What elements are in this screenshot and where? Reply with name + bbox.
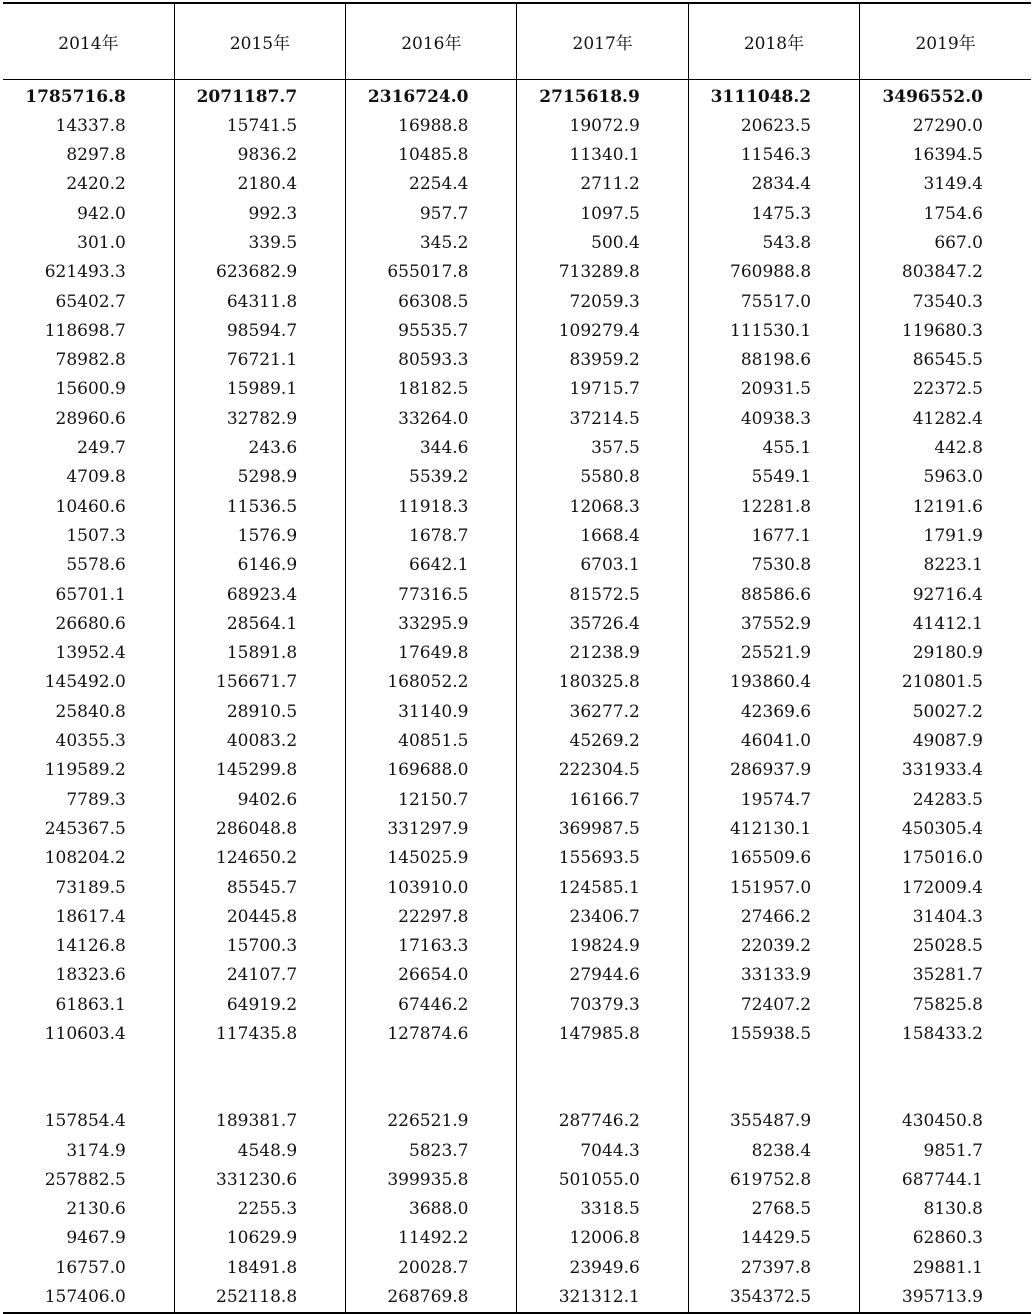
table-cell: 957.7 — [346, 200, 517, 229]
table-cell: 268769.8 — [346, 1283, 517, 1313]
table-cell: 2255.3 — [174, 1195, 345, 1224]
table-cell: 803847.2 — [860, 258, 1031, 287]
table-cell: 245367.5 — [44, 818, 126, 839]
table-cell: 2715618.9 — [517, 79, 688, 112]
table-cell: 345.2 — [346, 229, 517, 258]
table-row — [3, 786, 1031, 815]
table-row — [3, 1049, 1031, 1107]
table-cell: 7530.8 — [688, 551, 859, 580]
table-cell: 331297.9 — [346, 815, 517, 844]
table-cell: 72407.2 — [688, 991, 859, 1020]
table-cell: 3318.5 — [517, 1195, 688, 1224]
table-cell: 22039.2 — [688, 932, 859, 961]
table-cell: 73540.3 — [860, 288, 1031, 317]
table-cell: 18491.8 — [174, 1254, 345, 1283]
table-cell: 1754.6 — [860, 200, 1031, 229]
table-cell: 395713.9 — [860, 1283, 1031, 1313]
table-cell — [688, 1049, 859, 1107]
table-cell: 1475.3 — [688, 200, 859, 229]
table-cell: 40851.5 — [346, 727, 517, 756]
table-cell: 5539.2 — [346, 463, 517, 492]
table-cell: 119680.3 — [860, 317, 1031, 346]
statistics-page — [3, 2, 1031, 1308]
table-cell: 621493.3 — [44, 262, 126, 283]
table-cell: 9851.7 — [860, 1137, 1031, 1166]
table-cell: 11340.1 — [517, 141, 688, 170]
table-cell: 158433.2 — [860, 1020, 1031, 1049]
table-cell: 6642.1 — [346, 551, 517, 580]
table-row — [3, 405, 1031, 434]
table-cell: 16394.5 — [860, 141, 1031, 170]
table-cell: 28910.5 — [174, 698, 345, 727]
table-cell: 9836.2 — [174, 141, 345, 170]
table-row — [3, 288, 1031, 317]
table-cell: 1791.9 — [860, 522, 1031, 551]
table-cell: 455.1 — [688, 434, 859, 463]
table-cell: 103910.0 — [346, 874, 517, 903]
table-cell: 760988.8 — [688, 258, 859, 287]
table-row — [3, 639, 1031, 668]
table-cell: 321312.1 — [517, 1283, 688, 1313]
table-cell: 21238.9 — [517, 639, 688, 668]
table-cell: 180325.8 — [517, 668, 688, 697]
column-header-2019: 2019年 — [860, 3, 1031, 79]
table-cell: 24283.5 — [860, 786, 1031, 815]
table-cell: 2420.2 — [66, 174, 126, 195]
table-cell: 17649.8 — [346, 639, 517, 668]
table-row — [3, 463, 1031, 492]
table-cell: 175016.0 — [860, 844, 1031, 873]
table-row — [3, 317, 1031, 346]
table-cell: 623682.9 — [174, 258, 345, 287]
table-cell: 14126.8 — [55, 936, 126, 957]
table-cell: 145299.8 — [174, 756, 345, 785]
table-cell: 26680.6 — [55, 613, 126, 634]
table-cell: 145025.9 — [346, 844, 517, 873]
table-cell: 67446.2 — [346, 991, 517, 1020]
table-cell: 35726.4 — [517, 610, 688, 639]
table-cell: 155693.5 — [517, 844, 688, 873]
table-cell: 75517.0 — [688, 288, 859, 317]
table-row — [3, 1166, 1031, 1195]
table-cell: 147985.8 — [517, 1020, 688, 1049]
table-cell: 210801.5 — [860, 668, 1031, 697]
table-cell: 1507.3 — [66, 525, 126, 546]
table-cell: 10629.9 — [174, 1224, 345, 1253]
table-cell: 430450.8 — [860, 1107, 1031, 1136]
table-row — [3, 1195, 1031, 1224]
table-cell: 243.6 — [174, 434, 345, 463]
table-cell: 49087.9 — [860, 727, 1031, 756]
table-row — [3, 610, 1031, 639]
table-cell: 65701.1 — [55, 584, 126, 605]
table-cell: 249.7 — [77, 438, 126, 459]
column-header-2015: 2015年 — [174, 3, 345, 79]
table-cell: 1678.7 — [346, 522, 517, 551]
table-row — [3, 1254, 1031, 1283]
table-cell: 70379.3 — [517, 991, 688, 1020]
table-cell: 1785716.8 — [25, 86, 126, 107]
table-row — [3, 1137, 1031, 1166]
table-row — [3, 1283, 1031, 1313]
table-cell: 713289.8 — [517, 258, 688, 287]
table-cell: 3688.0 — [346, 1195, 517, 1224]
table-cell: 25840.8 — [55, 701, 126, 722]
table-cell: 117435.8 — [174, 1020, 345, 1049]
table-row — [3, 141, 1031, 170]
table-cell: 193860.4 — [688, 668, 859, 697]
table-cell: 73189.5 — [55, 877, 126, 898]
table-cell: 500.4 — [517, 229, 688, 258]
table-cell: 354372.5 — [688, 1283, 859, 1313]
table-cell: 151957.0 — [688, 874, 859, 903]
table-row — [3, 581, 1031, 610]
table-cell: 8223.1 — [860, 551, 1031, 580]
table-cell: 286048.8 — [174, 815, 345, 844]
table-cell: 95535.7 — [346, 317, 517, 346]
table-cell: 23949.6 — [517, 1254, 688, 1283]
table-cell: 286937.9 — [688, 756, 859, 785]
table-cell: 19574.7 — [688, 786, 859, 815]
table-cell: 36277.2 — [517, 698, 688, 727]
table-cell: 226521.9 — [346, 1107, 517, 1136]
table-cell: 64919.2 — [174, 991, 345, 1020]
table-cell: 1097.5 — [517, 200, 688, 229]
table-cell: 165509.6 — [688, 844, 859, 873]
table-cell: 412130.1 — [688, 815, 859, 844]
table-cell: 5580.8 — [517, 463, 688, 492]
table-cell: 501055.0 — [517, 1166, 688, 1195]
table-cell: 157854.4 — [44, 1111, 126, 1132]
table-cell: 12068.3 — [517, 493, 688, 522]
table-cell: 108204.2 — [44, 848, 126, 869]
table-cell: 6703.1 — [517, 551, 688, 580]
table-cell: 543.8 — [688, 229, 859, 258]
table-row — [3, 434, 1031, 463]
table-cell: 80593.3 — [346, 346, 517, 375]
table-cell: 77316.5 — [346, 581, 517, 610]
table-row — [3, 668, 1031, 697]
table-cell: 37214.5 — [517, 405, 688, 434]
table-cell: 33133.9 — [688, 961, 859, 990]
table-cell: 78982.8 — [55, 350, 126, 371]
table-cell: 169688.0 — [346, 756, 517, 785]
table-cell: 28564.1 — [174, 610, 345, 639]
table-cell: 399935.8 — [346, 1166, 517, 1195]
table-cell: 301.0 — [77, 232, 126, 253]
table-cell: 7789.3 — [66, 789, 126, 810]
table-cell: 942.0 — [77, 203, 126, 224]
table-cell: 24107.7 — [174, 961, 345, 990]
table-cell: 40083.2 — [174, 727, 345, 756]
table-cell: 19072.9 — [517, 112, 688, 141]
table-cell: 20028.7 — [346, 1254, 517, 1283]
table-cell: 109279.4 — [517, 317, 688, 346]
table-row — [3, 1020, 1031, 1049]
table-cell: 2711.2 — [517, 170, 688, 199]
table-cell: 110603.4 — [44, 1024, 126, 1044]
table-cell: 46041.0 — [688, 727, 859, 756]
table-row — [3, 698, 1031, 727]
table-cell: 5578.6 — [66, 555, 126, 576]
table-cell: 25028.5 — [860, 932, 1031, 961]
table-header — [3, 3, 1031, 79]
table-cell: 72059.3 — [517, 288, 688, 317]
table-cell: 5298.9 — [174, 463, 345, 492]
table-cell: 3496552.0 — [860, 79, 1031, 112]
table-cell: 3111048.2 — [688, 79, 859, 112]
table-cell: 62860.3 — [860, 1224, 1031, 1253]
table-cell: 11546.3 — [688, 141, 859, 170]
table-cell: 655017.8 — [346, 258, 517, 287]
table-cell: 19715.7 — [517, 375, 688, 404]
table-cell: 20931.5 — [688, 375, 859, 404]
table-cell: 98594.7 — [174, 317, 345, 346]
column-header-2018: 2018年 — [688, 3, 859, 79]
table-cell: 9467.9 — [66, 1228, 126, 1249]
table-cell: 189381.7 — [174, 1107, 345, 1136]
table-cell: 118698.7 — [44, 320, 126, 341]
table-cell: 18617.4 — [55, 906, 126, 927]
table-cell: 29881.1 — [860, 1254, 1031, 1283]
table-cell: 37552.9 — [688, 610, 859, 639]
table-cell: 127874.6 — [346, 1020, 517, 1049]
table-cell: 16757.0 — [55, 1257, 126, 1278]
table-row — [3, 844, 1031, 873]
table-cell: 14337.8 — [55, 115, 126, 136]
table-row — [3, 903, 1031, 932]
table-cell: 172009.4 — [860, 874, 1031, 903]
table-cell: 257882.5 — [44, 1169, 126, 1190]
table-row — [3, 551, 1031, 580]
table-cell: 76721.1 — [174, 346, 345, 375]
table-cell: 12281.8 — [688, 493, 859, 522]
table-cell: 41282.4 — [860, 405, 1031, 434]
table-cell: 42369.6 — [688, 698, 859, 727]
table-cell: 29180.9 — [860, 639, 1031, 668]
table-body — [3, 79, 1031, 1313]
table-cell: 26654.0 — [346, 961, 517, 990]
table-cell: 12191.6 — [860, 493, 1031, 522]
table-cell: 40938.3 — [688, 405, 859, 434]
table-cell: 155938.5 — [688, 1020, 859, 1049]
table-cell: 344.6 — [346, 434, 517, 463]
table-row — [3, 1107, 1031, 1136]
table-cell: 92716.4 — [860, 581, 1031, 610]
table-cell: 10485.8 — [346, 141, 517, 170]
table-cell: 355487.9 — [688, 1107, 859, 1136]
table-cell: 45269.2 — [517, 727, 688, 756]
table-cell: 8130.8 — [860, 1195, 1031, 1224]
table-cell: 28960.6 — [55, 408, 126, 429]
table-cell: 15989.1 — [174, 375, 345, 404]
table-cell: 12150.7 — [346, 786, 517, 815]
table-cell: 27466.2 — [688, 903, 859, 932]
table-cell: 35281.7 — [860, 961, 1031, 990]
table-cell: 3174.9 — [66, 1140, 126, 1161]
table-cell: 369987.5 — [517, 815, 688, 844]
table-cell: 20623.5 — [688, 112, 859, 141]
table-row — [3, 874, 1031, 903]
header-row — [3, 3, 1031, 79]
table-cell — [346, 1049, 517, 1107]
table-row — [3, 1224, 1031, 1253]
column-header-2017: 2017年 — [517, 3, 688, 79]
table-cell: 124585.1 — [517, 874, 688, 903]
table-cell: 331933.4 — [860, 756, 1031, 785]
table-cell: 12006.8 — [517, 1224, 688, 1253]
table-cell: 23406.7 — [517, 903, 688, 932]
table-row — [3, 200, 1031, 229]
table-cell: 40355.3 — [55, 731, 126, 752]
table-cell: 2130.6 — [66, 1199, 126, 1220]
table-cell: 15891.8 — [174, 639, 345, 668]
table-cell: 66308.5 — [346, 288, 517, 317]
table-cell — [174, 1049, 345, 1107]
table-cell: 75825.8 — [860, 991, 1031, 1020]
table-cell: 33295.9 — [346, 610, 517, 639]
table-cell: 18182.5 — [346, 375, 517, 404]
table-cell: 31404.3 — [860, 903, 1031, 932]
table-cell: 27944.6 — [517, 961, 688, 990]
table-cell: 18323.6 — [55, 965, 126, 986]
table-cell: 331230.6 — [174, 1166, 345, 1195]
table-cell: 31140.9 — [346, 698, 517, 727]
table-row — [3, 375, 1031, 404]
table-row — [3, 229, 1031, 258]
table-cell: 88586.6 — [688, 581, 859, 610]
table-row — [3, 346, 1031, 375]
table-cell: 15600.9 — [55, 379, 126, 400]
table-row — [3, 522, 1031, 551]
table-cell: 156671.7 — [174, 668, 345, 697]
table-cell: 124650.2 — [174, 844, 345, 873]
table-cell: 27397.8 — [688, 1254, 859, 1283]
table-cell: 1668.4 — [517, 522, 688, 551]
table-cell: 65402.7 — [55, 291, 126, 312]
table-cell: 20445.8 — [174, 903, 345, 932]
table-cell: 5823.7 — [346, 1137, 517, 1166]
table-cell: 13952.4 — [55, 643, 126, 664]
table-cell — [3, 1049, 174, 1107]
table-cell: 41412.1 — [860, 610, 1031, 639]
table-cell — [860, 1049, 1031, 1107]
table-cell: 157406.0 — [3, 1283, 174, 1313]
table-cell: 2254.4 — [346, 170, 517, 199]
table-row — [3, 815, 1031, 844]
table-cell: 11918.3 — [346, 493, 517, 522]
table-cell: 145492.0 — [44, 672, 126, 693]
table-cell: 4548.9 — [174, 1137, 345, 1166]
table-cell: 22297.8 — [346, 903, 517, 932]
table-cell: 2180.4 — [174, 170, 345, 199]
table-cell: 15741.5 — [174, 112, 345, 141]
table-cell: 339.5 — [174, 229, 345, 258]
table-cell: 22372.5 — [860, 375, 1031, 404]
table-cell: 252118.8 — [174, 1283, 345, 1313]
table-cell: 5549.1 — [688, 463, 859, 492]
table-cell: 287746.2 — [517, 1107, 688, 1136]
table-cell: 19824.9 — [517, 932, 688, 961]
table-cell: 85545.7 — [174, 874, 345, 903]
table-cell: 222304.5 — [517, 756, 688, 785]
table-cell: 86545.5 — [860, 346, 1031, 375]
table-cell: 3149.4 — [860, 170, 1031, 199]
table-cell: 68923.4 — [174, 581, 345, 610]
table-cell: 81572.5 — [517, 581, 688, 610]
table-row — [3, 170, 1031, 199]
column-header-2016: 2016年 — [346, 3, 517, 79]
table-cell: 25521.9 — [688, 639, 859, 668]
table-cell: 32782.9 — [174, 405, 345, 434]
table-cell: 111530.1 — [688, 317, 859, 346]
table-cell: 83959.2 — [517, 346, 688, 375]
table-cell: 1677.1 — [688, 522, 859, 551]
table-row — [3, 79, 1031, 112]
table-cell: 8238.4 — [688, 1137, 859, 1166]
table-cell: 11492.2 — [346, 1224, 517, 1253]
table-cell: 1576.9 — [174, 522, 345, 551]
table-cell: 168052.2 — [346, 668, 517, 697]
table-cell: 88198.6 — [688, 346, 859, 375]
table-cell: 61863.1 — [55, 994, 126, 1015]
table-cell: 2834.4 — [688, 170, 859, 199]
table-cell — [517, 1049, 688, 1107]
table-cell: 27290.0 — [860, 112, 1031, 141]
column-header-2014: 2014年 — [3, 3, 174, 79]
table-row — [3, 756, 1031, 785]
table-cell: 450305.4 — [860, 815, 1031, 844]
table-cell: 17163.3 — [346, 932, 517, 961]
table-row — [3, 961, 1031, 990]
table-cell: 992.3 — [174, 200, 345, 229]
table-cell: 11536.5 — [174, 493, 345, 522]
table-cell: 15700.3 — [174, 932, 345, 961]
table-cell: 2316724.0 — [346, 79, 517, 112]
table-cell: 14429.5 — [688, 1224, 859, 1253]
table-cell: 10460.6 — [55, 496, 126, 517]
table-row — [3, 258, 1031, 287]
table-cell: 8297.8 — [66, 145, 126, 166]
table-cell: 119589.2 — [44, 760, 126, 781]
table-row — [3, 727, 1031, 756]
table-cell: 33264.0 — [346, 405, 517, 434]
table-row — [3, 932, 1031, 961]
table-cell: 7044.3 — [517, 1137, 688, 1166]
table-cell: 50027.2 — [860, 698, 1031, 727]
table-cell: 667.0 — [860, 229, 1031, 258]
table-cell: 2768.5 — [688, 1195, 859, 1224]
table-row — [3, 112, 1031, 141]
table-cell: 9402.6 — [174, 786, 345, 815]
table-cell: 6146.9 — [174, 551, 345, 580]
table-cell: 442.8 — [860, 434, 1031, 463]
table-cell: 687744.1 — [860, 1166, 1031, 1195]
data-table — [3, 2, 1031, 1314]
table-cell: 4709.8 — [66, 467, 126, 488]
table-cell: 16166.7 — [517, 786, 688, 815]
table-cell: 16988.8 — [346, 112, 517, 141]
table-cell: 619752.8 — [688, 1166, 859, 1195]
table-row — [3, 493, 1031, 522]
table-row — [3, 991, 1031, 1020]
table-cell: 357.5 — [517, 434, 688, 463]
table-cell: 64311.8 — [174, 288, 345, 317]
table-cell: 2071187.7 — [174, 79, 345, 112]
table-cell: 5963.0 — [860, 463, 1031, 492]
